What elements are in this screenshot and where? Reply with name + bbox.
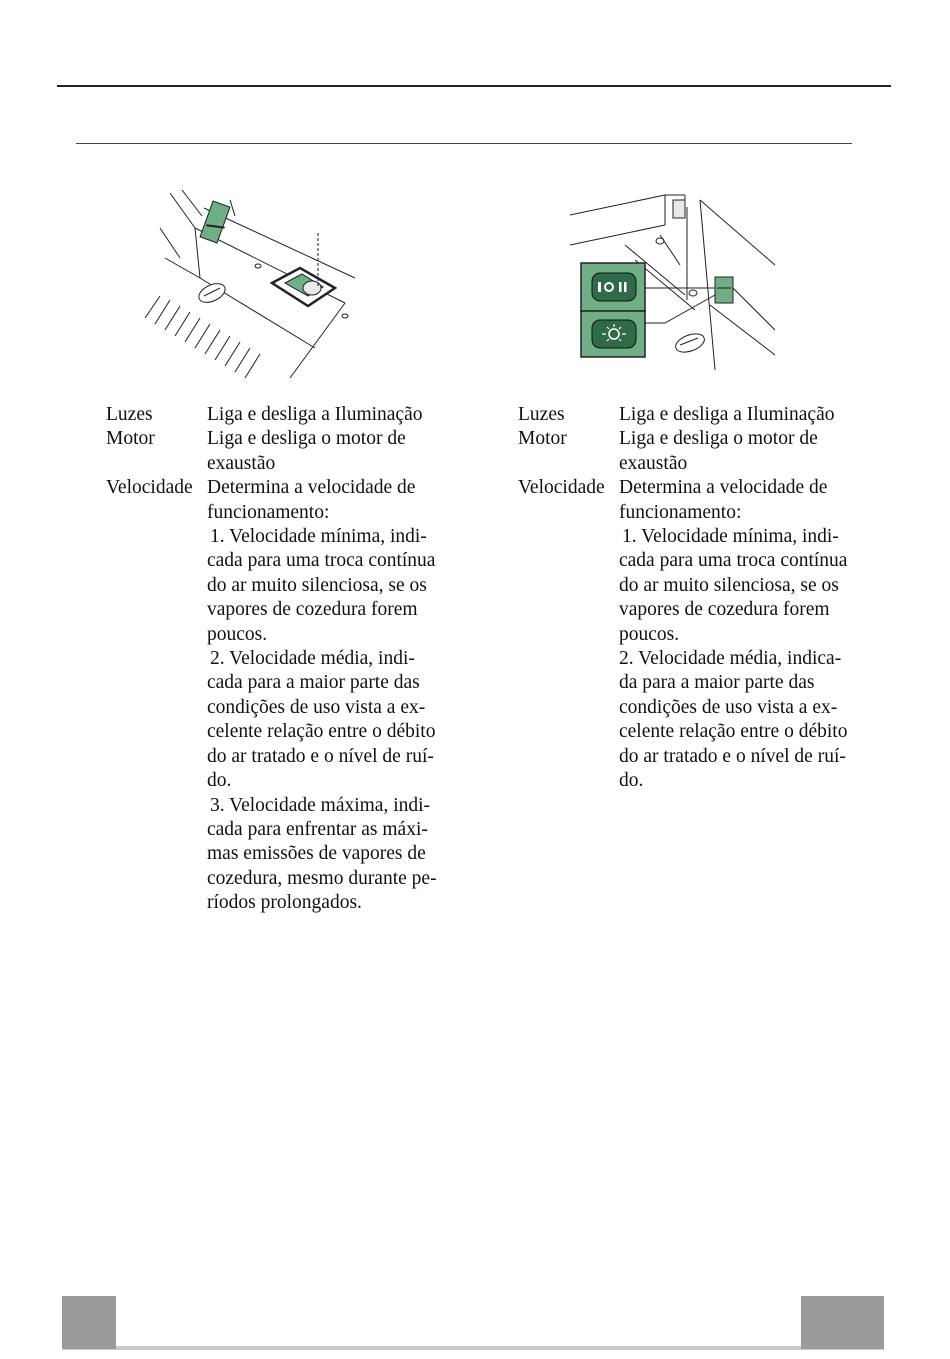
motor-switch-icon [200, 201, 230, 243]
speed-line: do. [619, 770, 644, 792]
definition-row-lights [106, 403, 466, 427]
light-rocker-switch-icon [581, 311, 645, 357]
slider-panel-icon [272, 268, 335, 306]
motor-rocker-switch-icon [581, 263, 645, 311]
grille-icon [145, 296, 260, 378]
definition-row-speed [518, 476, 878, 793]
definition-line: exaustão [619, 452, 688, 474]
speed-line: vapores de cozedura forem [619, 599, 830, 621]
speed-line: 2. Velocidade média, indica- [619, 648, 842, 670]
term-label: Luzes [518, 404, 565, 425]
speed-line: do ar tratado e o nível de ruí- [207, 745, 434, 767]
speed-line: cada para uma troca contínua [207, 550, 436, 572]
speed-line: vapores de cozedura forem [207, 599, 418, 621]
definition-line: Determina a velocidade de [207, 477, 416, 499]
term-label: Velocidade [518, 477, 605, 499]
speed-line: do ar tratado e o nível de ruí- [619, 745, 846, 767]
speed-item-2 [207, 647, 466, 671]
term-label: Velocidade [106, 477, 193, 499]
definition-line: funcionamento: [207, 501, 330, 523]
speed-line: cada para enfrentar as máxi- [207, 818, 428, 840]
speed-item-3 [207, 794, 466, 818]
speed-line: 1. Velocidade mínima, indi- [622, 526, 839, 548]
hood-control-panel-illustration [140, 188, 375, 380]
speed-line: celente relação entre o débito [207, 721, 436, 743]
definition-row-motor [106, 427, 466, 476]
speed-line: do. [207, 770, 232, 792]
speed-line: cozedura, mesmo durante pe- [207, 867, 437, 889]
definition-line: Determina a velocidade de [619, 477, 828, 499]
definition-row-speed [106, 476, 466, 915]
footer-bar [62, 1346, 884, 1350]
definition-line: Liga e desliga a Iluminação [207, 404, 423, 425]
speed-line: cada para uma troca contínua [619, 550, 848, 572]
speed-line: poucos. [619, 623, 680, 645]
speed-line: 2. Velocidade média, indi- [210, 648, 415, 670]
switch-inset-icon [715, 277, 733, 303]
term-label: Luzes [106, 404, 153, 425]
definition-line: Liga e desliga o motor de [619, 428, 818, 450]
left-description-column [106, 403, 466, 916]
section-rule [76, 143, 852, 144]
footer-left-block [62, 1296, 116, 1349]
term-label: Motor [106, 428, 155, 450]
definition-line: Liga e desliga a Iluminação [619, 404, 835, 425]
speed-line: do ar muito silenciosa, se os [207, 574, 427, 596]
speed-item-1 [619, 525, 878, 549]
definition-line: exaustão [207, 452, 276, 474]
speed-line: 3. Velocidade máxima, indi- [210, 794, 431, 816]
speed-item-1 [207, 525, 466, 549]
speed-line: celente relação entre o débito [619, 721, 848, 743]
definition-line: funcionamento: [619, 501, 742, 523]
top-rule [57, 85, 891, 87]
speed-line: da para a maior parte das [619, 672, 815, 694]
speed-line: ríodos prolongados. [207, 892, 362, 914]
footer-right-block [801, 1296, 884, 1349]
light-fixture-icon [673, 330, 707, 355]
right-description-column [518, 403, 878, 794]
term-label: Motor [518, 428, 567, 450]
speed-line: 1. Velocidade mínima, indi- [210, 526, 427, 548]
speed-line: condições de uso vista a ex- [619, 696, 838, 718]
speed-line: condições de uso vista a ex- [207, 696, 426, 718]
light-fixture-icon [196, 280, 228, 306]
hood-rocker-switches-illustration [565, 185, 780, 370]
speed-line: cada para a maior parte das [207, 672, 420, 694]
speed-line: do ar muito silenciosa, se os [619, 574, 839, 596]
speed-line: poucos. [207, 623, 268, 645]
speed-item-2 [619, 647, 878, 671]
definition-row-motor [518, 427, 878, 476]
speed-line: mas emissões de vapores de [207, 843, 426, 865]
definition-line: Liga e desliga o motor de [207, 428, 406, 450]
definition-row-lights [518, 403, 878, 427]
